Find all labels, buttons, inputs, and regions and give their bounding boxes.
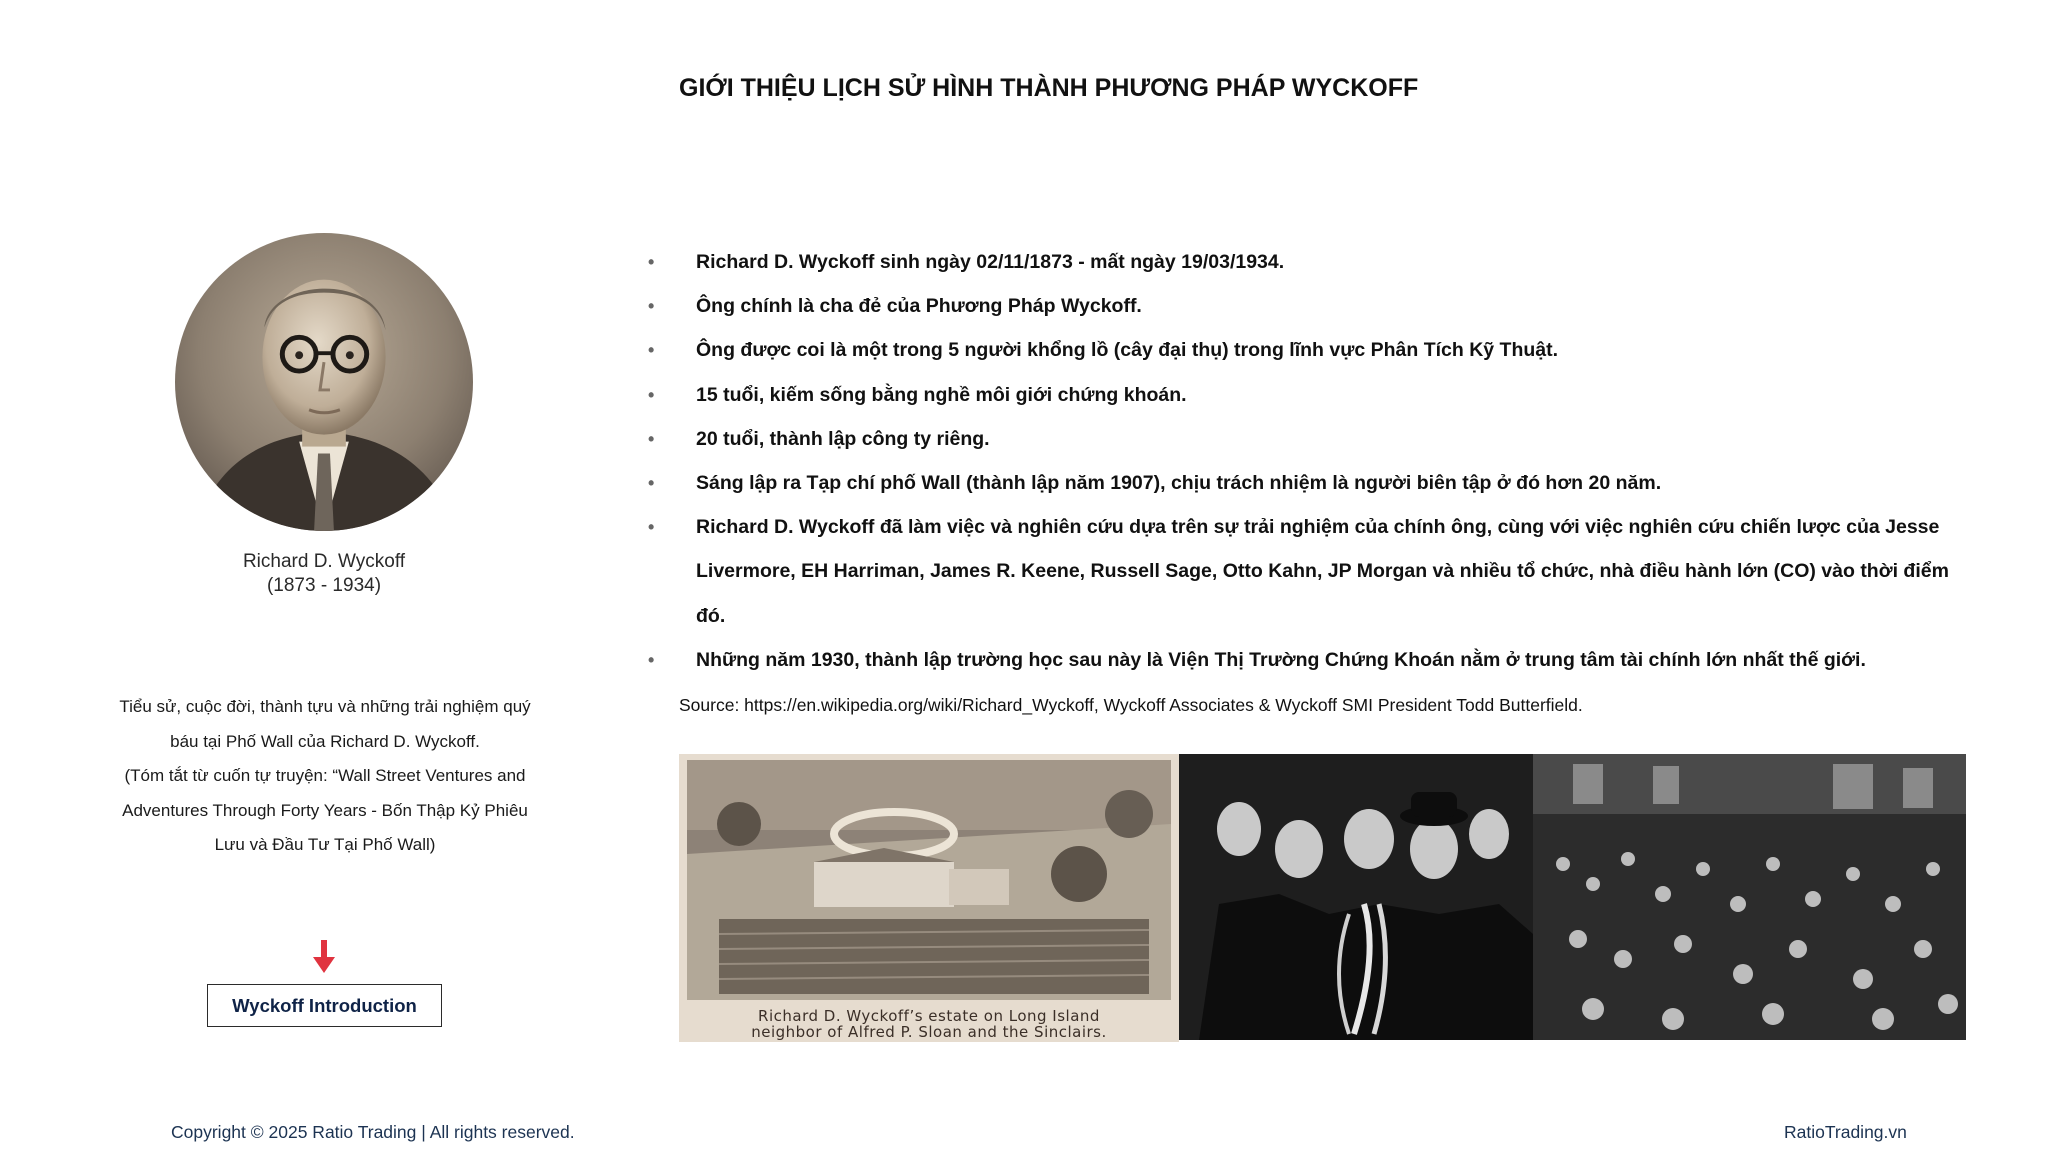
arrow-down-icon [312,940,336,974]
list-item: • 15 tuổi, kiếm sống bằng nghề môi giới chứng khoán. [648,373,1978,417]
biography-bullet-list [648,240,1978,682]
bullet-icon: • [648,252,655,272]
list-item: • Richard D. Wyckoff sinh ngày 02/11/1873 - mất ngày 19/03/1934. [648,240,1978,284]
bio-line: Lưu và Đầu Tư Tại Phố Wall) [214,835,436,855]
page-title: GIỚI THIỆU LỊCH SỬ HÌNH THÀNH PHƯƠNG PHÁP WYCKOFF [679,74,1419,102]
bullet-icon: • [648,296,655,317]
footer-site-link[interactable]: RatioTrading.vn [1784,1122,1907,1142]
bio-line: (Tóm tắt từ cuốn tự truyện: “Wall Street Ventures and [124,766,526,786]
list-item: • Ông chính là cha đẻ của Phương Pháp Wyckoff. [648,284,1978,328]
wyckoff-introduction-button[interactable]: Wyckoff Introduction [207,984,442,1027]
bio-description [100,690,550,863]
historical-photo-strip [679,754,1966,1042]
footer-copyright: Copyright © 2025 Ratio Trading | All rights reserved. [171,1122,575,1142]
portrait-name: Richard D. Wyckoff [242,551,406,572]
list-item: • 20 tuổi, thành lập công ty riêng. [648,417,1978,461]
list-item: • Richard D. Wyckoff đã làm việc và nghiên cứu dựa trên sự trải nghiệm của chính ông, cùng với việc nghiên cứu chiến lược của Jesse Livermore, EH Harriman, James R. Keene, Russell Sage, Otto Kahn, JP Morgan và nhiều tổ chức, nhà điều hành lớn (CO) vào thời điểm đó. [648,505,1978,638]
bio-line: Tiểu sử, cuộc đời, thành tựu và những trải nghiệm quý [119,697,531,716]
bio-line: báu tại Phố Wall của Richard D. Wyckoff. [170,731,480,751]
portrait-caption [175,550,473,598]
source-citation: Source: https://en.wikipedia.org/wiki/Richard_Wyckoff, Wyckoff Associates & Wyckoff SMI President Todd Butterfield. [679,695,1583,715]
bullet-icon: • [648,473,655,494]
bullet-icon: • [648,428,655,449]
list-item: • Những năm 1930, thành lập trường học sau này là Viện Thị Trường Chứng Khoán nằm ở trung tâm tài chính lớn nhất thế giới. [648,638,1978,682]
bullet-icon: • [648,649,655,670]
bullet-icon: • [648,517,655,538]
list-item: • Sáng lập ra Tạp chí phố Wall (thành lập năm 1907), chịu trách nhiệm là người biên tập ở đó hơn 20 năm. [648,461,1978,505]
portrait-years: (1873 - 1934) [266,575,382,596]
trading-floor-photo [1533,754,1966,1040]
bio-line: Adventures Through Forty Years - Bốn Thập Kỷ Phiêu [122,800,528,820]
brokers-photo [1179,754,1533,1040]
estate-caption: Richard D. Wyckoff’s estate on Long Island neighbor of Alfred P. Sloan and the Sinclairs. [751,1007,1107,1041]
bullet-icon: • [648,384,655,405]
estate-photo [679,754,1179,1042]
portrait-photo [175,233,473,531]
bullet-icon: • [648,340,655,361]
list-item: • Ông được coi là một trong 5 người khổng lồ (cây đại thụ) trong lĩnh vực Phân Tích Kỹ Thuật. [648,328,1978,372]
